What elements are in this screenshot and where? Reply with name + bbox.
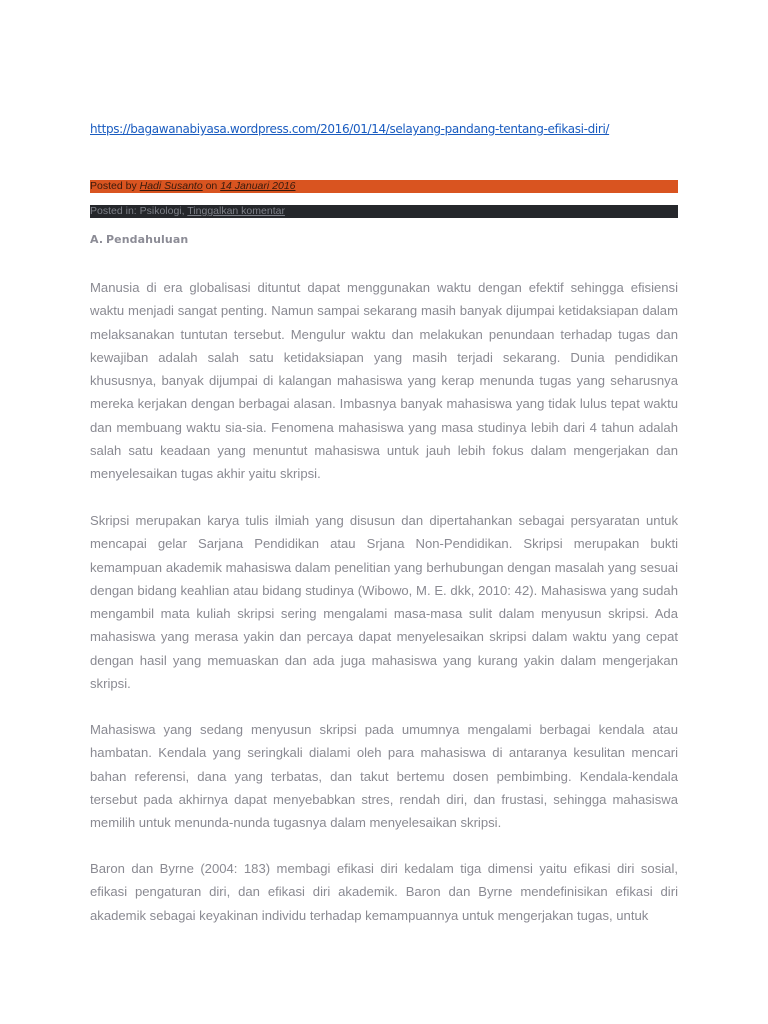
author-link[interactable]: Hadi Susanto <box>139 180 203 192</box>
posted-on-word: on <box>202 180 221 192</box>
comment-link[interactable]: Tinggalkan komentar <box>187 205 285 217</box>
section-number: A. <box>90 233 104 246</box>
body-paragraph: Baron dan Byrne (2004: 183) membagi efikasi diri kedalam tiga dimensi yaitu efikasi diri sosial, efikasi pengaturan diri, dan efikasi diri akademik. Baron dan Byrne mendefinisikan efikasi diri akademik sebagai keyakinan individu terhadap kemampuannya untuk mengerjakan tugas, untuk <box>90 861 678 923</box>
posted-by-prefix: Posted by <box>90 180 140 192</box>
source-url-link[interactable]: https://bagawanabiyasa.wordpress.com/2016/01/14/selayang-pandang-tentang-efikasi-diri/ <box>90 122 610 136</box>
category-bar <box>90 205 678 218</box>
date-link[interactable]: 14 Januari 2016 <box>220 180 296 192</box>
body-paragraph: Skripsi merupakan karya tulis ilmiah yang disusun dan dipertahankan sebagai persyaratan untuk mencapai gelar Sarjana Pendidikan atau Srjana Non-Pendidikan. Skripsi merupakan bukti kemampuan akademik mahasiswa dalam penelitian yang berhubungan dengan masalah yang sesuai dengan bidang keahlian atau bidang studinya (Wibowo, M. E. dkk, 2010: 42). Mahasiswa yang sudah mengambil mata kuliah skripsi sering mengalami masa-masa sulit dalam menyusun skripsi. Ada mahasiswa yang merasa yakin dan percaya dapat menyelesaikan skripsi dalam waktu yang cepat dengan hasil yang memuaskan dan ada juga mahasiswa yang kurang yakin dalam mengerjakan skripsi. <box>90 513 678 692</box>
section-heading <box>90 233 188 246</box>
body-paragraph: Manusia di era globalisasi dituntut dapat menggunakan waktu dengan efektif sehingga efisiensi waktu menjadi sangat penting. Namun sampai sekarang masih banyak dijumpai ketidaksiapan dalam melaksanakan tuntutan tersebut. Mengulur waktu dan melakukan penundaan terhadap tugas dan kewajiban adalah salah satu ketidaksiapan yang masih terjadi sekarang. Dunia pendidikan khususnya, banyak dijumpai di kalangan mahasiswa yang kerap menunda tugas yang seharusnya mereka kerjakan dengan berbagai alasan. Imbasnya banyak mahasiswa yang tidak lulus tepat waktu dan membuang waktu sia-sia. Fenomena mahasiswa yang masa studinya lebih dari 4 tahun adalah salah satu keadaan yang menuntut mahasiswa untuk jauh lebih fokus dalam mengerjakan dan menyelesaikan tugas akhir yaitu skripsi. <box>90 280 678 482</box>
posted-by-bar <box>90 180 678 193</box>
category-prefix: Posted in: Psikologi, <box>90 205 188 217</box>
body-paragraph: Mahasiswa yang sedang menyusun skripsi pada umumnya mengalami berbagai kendala atau hambatan. Kendala yang seringkali dialami oleh para mahasiswa di antaranya kesulitan mencari bahan referensi, dana yang terbatas, dan takut bertemu dosen pembimbing. Kendala-kendala tersebut pada akhirnya dapat menyebabkan stres, rendah diri, dan frustasi, sehingga mahasiswa memilih untuk menunda-nunda tugasnya dalam menyelesaikan skripsi. <box>90 722 678 831</box>
section-title: Pendahuluan <box>106 233 189 246</box>
